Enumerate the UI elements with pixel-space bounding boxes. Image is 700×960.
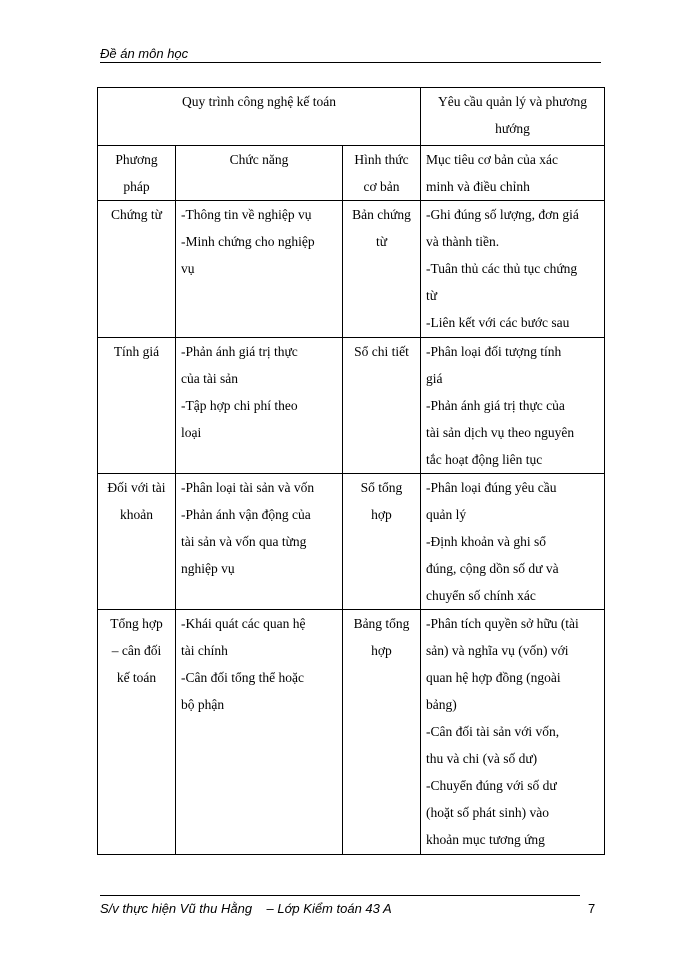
- function-cell: [176, 201, 343, 338]
- header-function: Chức năng: [176, 146, 343, 201]
- goal-cell: [421, 610, 605, 855]
- goal-line: (hoặt số phát sinh) vào: [426, 805, 549, 820]
- goal-line: từ: [426, 288, 438, 303]
- function-cell: [176, 474, 343, 610]
- method-line: – cân đối: [111, 643, 162, 658]
- goal-line: đúng, cộng dồn số dư và: [426, 561, 559, 576]
- function-line: -Tập hợp chi phí theo: [181, 398, 298, 413]
- header-requirements-line-2: hướng: [495, 121, 530, 136]
- table-row: [98, 338, 605, 474]
- goal-line: -Chuyển đúng với số dư: [426, 778, 557, 793]
- goal-line: thu và chi (và số dư): [426, 751, 538, 766]
- goal-line: -Liên kết với các bước sau: [426, 315, 570, 330]
- page-footer: S/v thực hiện Vũ thu Hằng – Lớp Kiểm toán 43 A: [100, 901, 392, 916]
- function-cell: [176, 610, 343, 855]
- form-line: hợp: [371, 643, 392, 658]
- function-line: -Thông tin về nghiệp vụ: [181, 207, 312, 222]
- form-cell: [343, 474, 421, 610]
- goal-line: -Phản ánh giá trị thực của: [426, 398, 565, 413]
- function-line: -Phản ánh giá trị thực: [181, 344, 298, 359]
- table-row: [98, 201, 605, 338]
- method-line: Chứng từ: [110, 207, 162, 222]
- function-cell: [176, 338, 343, 474]
- form-line: hợp: [371, 507, 392, 522]
- function-line: nghiệp vụ: [181, 561, 235, 576]
- goal-line: sản) và nghĩa vụ (vốn) với: [426, 643, 569, 658]
- goal-line: -Tuân thủ các thủ tục chứng: [426, 261, 578, 276]
- header-form-line-1: Hình thức: [354, 152, 409, 167]
- function-line: -Phản ánh vận động của: [181, 507, 311, 522]
- goal-line: quản lý: [426, 507, 467, 522]
- goal-line: -Cân đối tài sản với vốn,: [426, 724, 560, 739]
- function-line: -Phân loại tài sản và vốn: [181, 480, 315, 495]
- goal-line: -Phân loại đối tượng tính: [426, 344, 562, 359]
- function-line: bộ phận: [181, 697, 225, 712]
- header-process: Quy trình công nghệ kế toán: [98, 88, 421, 146]
- function-line: -Khái quát các quan hệ: [181, 616, 306, 631]
- header-method: [98, 146, 176, 201]
- function-line: tài chính: [181, 643, 228, 658]
- goal-cell: [421, 201, 605, 338]
- method-cell: [98, 201, 176, 338]
- method-cell: [98, 610, 176, 855]
- form-cell: [343, 201, 421, 338]
- header-requirements-line-1: Yêu cầu quản lý và phương: [437, 94, 588, 109]
- table-header-row-2: [98, 146, 605, 201]
- goal-line: -Định khoản và ghi sổ: [426, 534, 546, 549]
- goal-line: giá: [426, 371, 443, 386]
- function-line: -Cân đối tổng thể hoặc: [181, 670, 304, 685]
- goal-line: bảng): [426, 697, 457, 712]
- method-cell: [98, 338, 176, 474]
- table-row: [98, 610, 605, 855]
- header-form: [343, 146, 421, 201]
- goal-line: -Phân tích quyền sở hữu (tài: [426, 616, 579, 631]
- table-header-row-1: [98, 88, 605, 146]
- form-cell: [343, 610, 421, 855]
- accounting-process-table: [97, 87, 605, 855]
- form-cell: [343, 338, 421, 474]
- header-form-line-2: cơ bản: [363, 179, 400, 194]
- method-line: khoản: [120, 507, 153, 522]
- goal-line: -Ghi đúng số lượng, đơn giá: [426, 207, 579, 222]
- form-line: Bảng tổng: [353, 616, 410, 631]
- goal-line: chuyển số chính xác: [426, 588, 536, 603]
- page-header: Đề án môn học: [100, 46, 189, 61]
- goal-line: tài sản dịch vụ theo nguyên: [426, 425, 575, 440]
- header-requirements: [421, 88, 605, 146]
- function-line: tài sản và vốn qua từng: [181, 534, 307, 549]
- header-method-line-2: pháp: [123, 179, 150, 194]
- header-goals-line-2: minh và điều chỉnh: [426, 179, 530, 194]
- goal-cell: [421, 474, 605, 610]
- goal-line: quan hệ hợp đồng (ngoài: [426, 670, 561, 685]
- goal-line: khoản mục tương ứng: [426, 832, 545, 847]
- form-line: từ: [375, 234, 388, 249]
- page-number: 7: [588, 901, 596, 916]
- method-line: Tính giá: [113, 344, 160, 359]
- goal-line: và thành tiền.: [426, 234, 500, 249]
- header-goals-line-1: Mục tiêu cơ bản của xác: [426, 152, 558, 167]
- function-line: loại: [181, 425, 202, 440]
- method-cell: [98, 474, 176, 610]
- form-line: Bản chứng: [352, 207, 411, 222]
- form-line: Sổ chi tiết: [354, 344, 409, 359]
- header-rule: [100, 62, 601, 63]
- method-line: Đối với tài: [107, 480, 166, 495]
- header-method-line-1: Phương: [115, 152, 158, 167]
- goal-cell: [421, 338, 605, 474]
- function-line: của tài sản: [181, 371, 238, 386]
- table-row: [98, 474, 605, 610]
- goal-line: -Phân loại đúng yêu cầu: [426, 480, 557, 495]
- method-line: Tổng hợp: [110, 616, 163, 631]
- goal-line: tắc hoạt động liên tục: [426, 452, 543, 467]
- header-goals: [421, 146, 605, 201]
- function-line: -Minh chứng cho nghiệp: [181, 234, 315, 249]
- function-line: vụ: [181, 261, 195, 276]
- form-line: Sổ tổng: [360, 480, 403, 495]
- footer-rule: [100, 895, 580, 896]
- method-line: kế toán: [116, 670, 157, 685]
